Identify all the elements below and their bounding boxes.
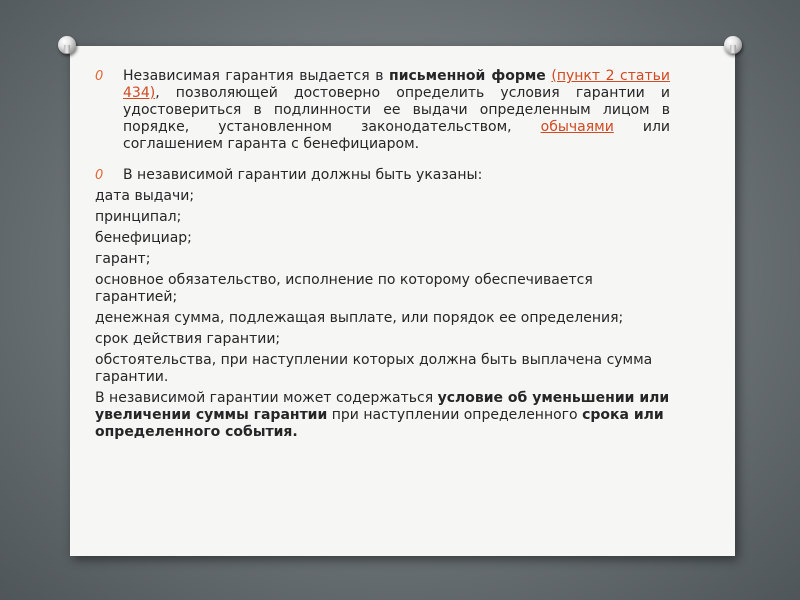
pushpin-icon — [724, 36, 742, 54]
link-customs[interactable]: обычаями — [540, 119, 614, 135]
paragraph-text: В независимой гарантии должны быть указаны: — [123, 167, 483, 183]
list-item: срок действия гарантии; — [95, 331, 281, 347]
slide — [70, 46, 735, 556]
pushpin-icon — [58, 36, 76, 54]
bold-text: условие об уменьшении или увеличении суммы гарантии — [95, 390, 670, 423]
list-item: гарант; — [95, 251, 151, 267]
paragraph-reduction-condition — [95, 390, 670, 441]
slide-content — [95, 68, 670, 441]
list-item: обстоятельства, при наступлении которых должна быть выплачена сумма гарантии. — [95, 352, 653, 385]
list-item: денежная сумма, подлежащая выплате, или порядок ее определения; — [95, 310, 624, 326]
required-details-list — [95, 188, 670, 386]
paragraph-text: при наступлении определенного — [327, 407, 583, 423]
paragraph-text: или соглашением гаранта с бенефициаром. — [123, 119, 670, 152]
paragraph-text: В независимой гарантии может содержаться — [95, 390, 438, 406]
list-item: бенефициар; — [95, 230, 192, 246]
paragraph-written-form — [95, 68, 670, 153]
bullet-icon: 0 — [95, 168, 104, 183]
list-item: принципал; — [95, 209, 182, 225]
bullet-icon: 0 — [95, 69, 104, 84]
bold-text: письменной форме — [389, 68, 546, 84]
paragraph-required-details — [95, 167, 670, 184]
paragraph-text: , позволяющей достоверно определить условия гарантии и удостовериться в подлинности ее выдачи определенным лицом в порядке, установленном законодательством, — [123, 85, 670, 135]
list-item: основное обязательство, исполнение по которому обеспечивается гарантией; — [95, 272, 593, 305]
list-item: дата выдачи; — [95, 188, 195, 204]
paragraph-text: Независимая гарантия выдается в — [123, 68, 390, 84]
bold-text: срока или определенного события. — [95, 407, 664, 440]
link-article-434[interactable]: (пункт 2 статьи 434) — [123, 68, 670, 101]
